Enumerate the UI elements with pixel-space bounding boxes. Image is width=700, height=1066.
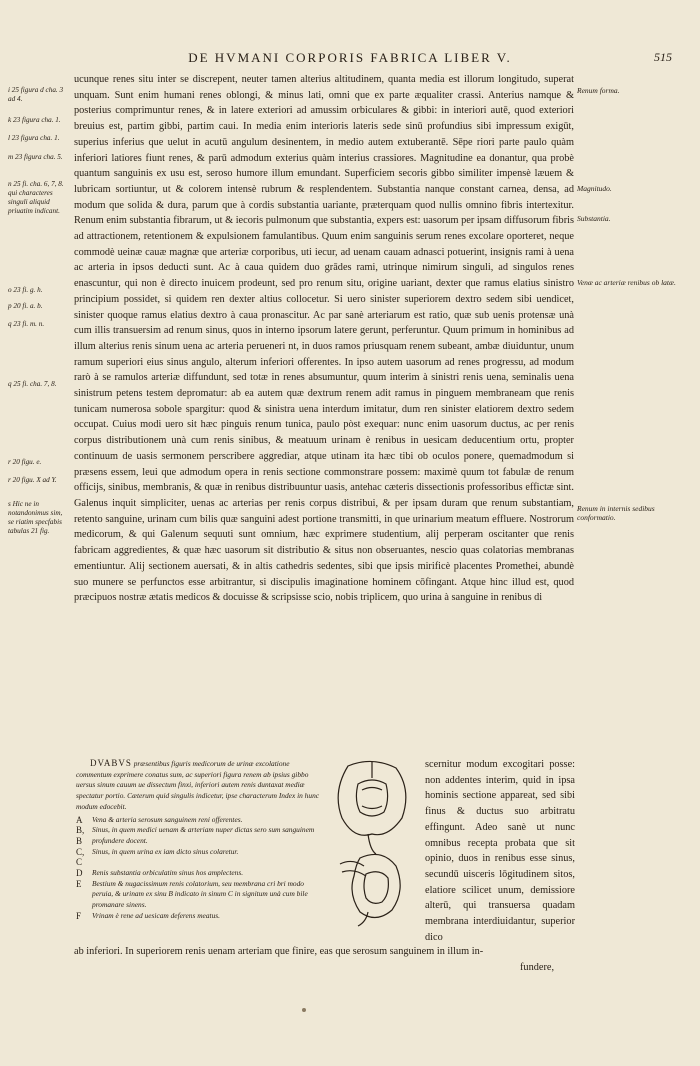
lower-kidney-figure <box>340 854 400 926</box>
figure-legend <box>76 758 326 922</box>
upper-kidney-figure <box>338 761 406 854</box>
left-note: r 20 figu. X ad Y. <box>8 476 57 484</box>
legend-item <box>76 847 326 868</box>
right-note: Venæ ac arteriæ renibus ob latæ. <box>577 278 676 287</box>
legend-text: Sinus, in quem urina ex iam dicto sinus colaretur. <box>92 846 239 856</box>
running-head: DE HVMANI CORPORIS FABRICA LIBER V. <box>188 50 512 65</box>
left-note: q 23 fi. m. n. <box>8 320 45 328</box>
right-note: Substantia. <box>577 214 611 223</box>
right-note: Renum forma. <box>577 86 620 95</box>
legend-intro <box>76 758 326 813</box>
legend-key: D <box>76 868 83 879</box>
legend-text: Sinus, in quem medici uenam & arteriam nuper dictas sero sum sanguinem profundere docent. <box>92 825 315 845</box>
legend-item <box>76 879 326 911</box>
right-column-text: scernitur modum excogitari posse: non addentes interim, quid in ipsa hominis sectione appareat, sed sibi finus & ductus suo arbitratu effingunt. Adeo sanè ut nunc omnibus recepta probata que sit opinio, duos in renibus esse sinus, secundū uisceris lōgitudinem sitos, elatiore scilicet unum, demissiore alterū, qui transuersa quadam membrana interdiuidantur, superior dico <box>425 759 575 943</box>
legend-key: F <box>76 910 82 921</box>
left-note: s Hic ne in notandonimus sim, se riatim specfabis tabulas 21 fig. <box>8 500 63 535</box>
legend-text: Vena & arteria serosum sanguinem reni offerentes. <box>92 814 243 824</box>
left-note: l 23 figura cha. 1. <box>8 134 60 142</box>
left-note: m 23 figura cha. 5. <box>8 153 63 161</box>
legend-text: Vrinam è rene ad uesicam deferens meatus. <box>92 910 221 920</box>
right-note: Renum in internis sedibus conformatio. <box>577 504 655 522</box>
legend-key: A <box>76 814 83 825</box>
bottom-text: ab inferiori. In superiorem renis uenam arteriam que finire, eas que serosum sanguinem in illum in- <box>74 946 484 957</box>
left-note: q 25 fi. cha. 7, 8. <box>8 380 57 388</box>
legend-initial: DVABVS <box>90 758 132 768</box>
left-note: k 23 figura cha. 1. <box>8 116 61 124</box>
kidney-section-figures <box>328 754 416 929</box>
right-note: Magnitudo. <box>577 184 612 193</box>
legend-item <box>76 911 326 922</box>
legend-intro-text: præsentibus figuris medicorum de urinæ excolatione commentum exprimere conatus sum, ac superiori figura renem ab ipsius gibbo uersus sinum cauum ue dissectum finxi, inferiori autem renis duntaxat mediæ spectatur portio. Cæterum quid singulis indicetur, ipse characterum Index in hunc modum edocebit. <box>76 759 320 811</box>
page-number: 515 <box>654 50 672 64</box>
catchword: fundere, <box>520 962 555 973</box>
legend-item <box>76 825 326 846</box>
left-note: n 25 fi. cha. 6, 7, 8. qui characteres singuli aliquid priuatim indicant. <box>8 180 64 215</box>
page-mark <box>302 1008 306 1012</box>
left-note: o 23 fi. g. h. <box>8 286 43 294</box>
legend-text: Renis substantia orbiculatim sinus hos amplectens. <box>92 868 244 878</box>
legend-key: E <box>76 878 82 889</box>
legend-text: Bestium & nugacissimum renis colatorium, seu membrana cri bri modo peruia, & urinam ex sinu B indicato in sinum C in signitum unà cum bile promanare sinens. <box>92 878 308 910</box>
left-note: p 20 fi. a. b. <box>8 302 43 310</box>
legend-item <box>76 815 326 826</box>
left-note: i 25 figura d cha. 3 ad 4. <box>8 86 64 103</box>
left-note: r 20 figu. e. <box>8 458 42 466</box>
legend-key: C, C <box>76 846 85 868</box>
legend-key: B, B <box>76 825 85 846</box>
main-text-block <box>74 72 574 606</box>
legend-item <box>76 868 326 879</box>
body-paragraph: ucunque renes situ inter se discrepent, neuter tamen alterius altitudinem, quanta media est illorum longitudo, superat unquam. Sunt enim humani renes oblongi, & minus lati, omni que ex parte æqualiter crassi. Anterius namque & posterius comprimuntur renes, & in latere exteriori ad amussim orbiculares & gibbi: in interiori autē, quod exteriori breuius est, partim gibbi, partim caui. In media enim interioris lateris sede sinū profundius sibi impressum exigūt, superius inferius que uelut in acutū angulum desinentem, in medio autem extuberantē. Sēpe riori parte paulo quàm inferiori latiores fiunt renes, & parū admodum exterius quàm interius crassiores. Magnitudine ea donantur, qua probè quantum sanguinis ex usu est, seroso humore illum emundant. Superficiem secoris gibbo similiter impensè læuem & lubricam sortiuntur, ut & colorem intensè rubrum & resplendentem. Substantia nanque constant carnea, densa, ad modum que solida & dura, parum que à cordis substantia uariante, præterquam quod nullis omnino fibris intertexitur. Renum enim substantia fibrarum, ut & iecoris pulmonum que substantia, expers est: uasorum per ipsam diffusorum fibris ad attractionem, retentionem & expulsionem famulantibus. Quum enim sanguinis serum renes excolare oporteret, neque commodè ueinæ cauæ magnæ que arteriæ corporibus, uti iecur, ad uenam cauam adnasci potuerint, insignis rami à uena ac arteria in ipsos deducti sunt. Ac à caua quidem duo grādes rami, utrinque nimirum singuli, ad singulos renes enascuntur, qui non è directo inuicem prodeunt, sed pro renum situ, origine uariant, dexter que ramus elatius sinistro principium possidet, si quidem ren dexter altius collocetur. Si uero sinister superiorem dextro sedem sibi uendicet, sinister quoque ramus elatius dextro à caua pronascitur. Ac par sanè arteriarum est ratio, quæ sub uenis protensæ unà cum illis transuersim ad renum sinus, quos in interno ipsorum latere gerunt, perferuntur. Quum primum in hominibus ad illum alterius renis sinum uena ac arteria perueneri nt, in duos ramos priusquam renem subeant, ambæ diuiduntur, unum ramum superiori eius sinus angulo, alterum inferiori offerentes. In ipso autem uasorum ad renes progressu, ad modum rarò à se ramulos arteriæ diffundunt, sed totæ in renes absumuntur, quum interim à sinistri renis uena, seminalis uena sinistrum petens testem depromatur: ab ea autem quæ dextrum renem adit ramus in pinguem membraneam que renis tunicam numerosa sobole spargitur: quod & sinistra uena interdum imitatur, dum ren sinister elatiorem dextro sedem occupat. Cuius modi uero sit hæc pinguis renum tunica, paulo pòst exequar: nunc enim uasorum ductus, ac per renis corpus distributionem unà cum renis sinibus, & meatuum urinam è renibus in uesicam deducentium ortu, propter continuum de uasis sermonem perscribere aggrediar, atque utinam ita hæc tibi ob oculos ponere, quemadmodum si præsens essem, leui que admodum opera in renis sectione commonstrare possem: maximè quum tot fabulæ de renum officijs, sinibus, membranis, & quæ in renibus distribuuntur uasis, antehac cæteris dissectionis professoribus effictæ sint. Galenus inquit simpliciter, uenas ac arterias per renis corpus distribui, & per ipsam duram que renum substantiam, retento sanguine, urinam cum bilis quæ sanguini adest portione transmitti, in que urinarium meatum effluere. Nostrorum medicorum, & qui Galenum sequuti sunt omnium, hæc exprimere studentium, alij perperam oscitanter que renis fabricam aggredientes, & quæ hæc uasorum sit distributio & situs non obseruantes, nescio quas colatorias membranas ementiuntur. Alij sectionem auersati, & in altis cathedris sedentes, sibi que ipsis mirificè placentes Promethei, abundè suo munere se perfunctos esse arbitrantur, si discipulis imaginatione hominem cōfingant. Atque hinc illud est, quod præcipuos nostræ ætatis medicos & docuisse & scripsisse scio, nobis triplicem, quo urina à sanguine in renibus di <box>74 74 574 604</box>
